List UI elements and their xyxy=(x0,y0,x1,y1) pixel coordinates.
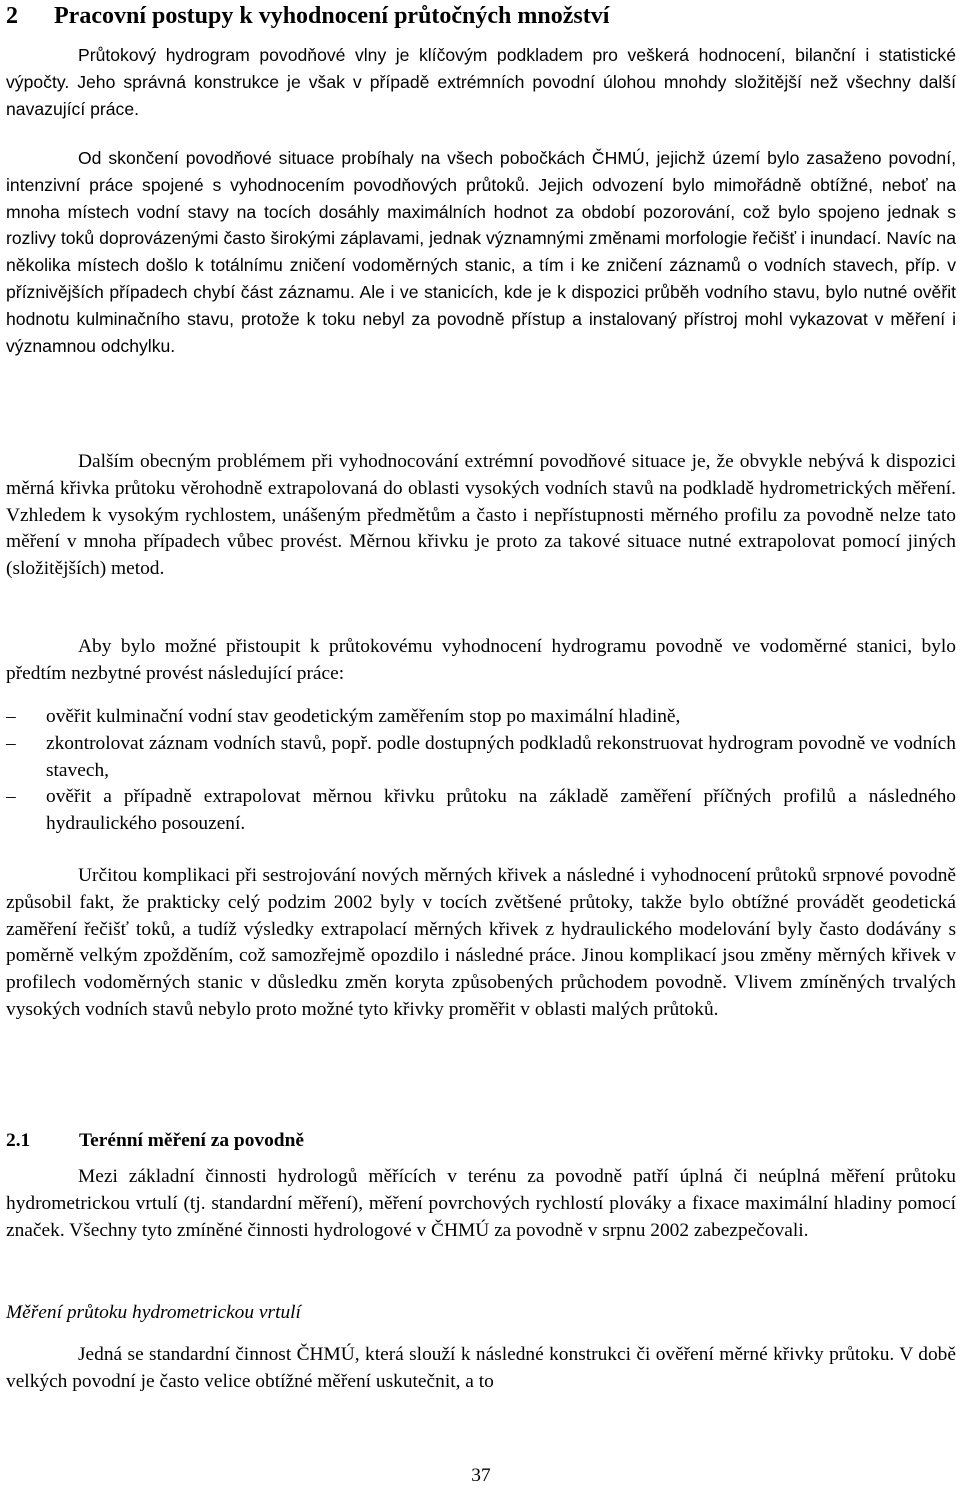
chapter-title: Pracovní postupy k vyhodnocení průtočných množství xyxy=(54,3,610,29)
paragraph-complications: Určitou komplikaci při sestrojování nových měrných křivek a následné i vyhodnocení průtoků srpnové povodně způsobil fakt, že prakticky celý podzim 2002 byly v tocích zvětšené průtoky, takže bylo obtížné provádět geodetická zaměření řečišť toků, a tudíž výsledky extrapolací měrných křivek z hydraulického modelování byly často dodávány s poměrně velkým zpožděním, což samozřejmě opozdilo i následné práce. Jinou komplikací jsou změny měrných křivek v profilech vodoměrných stanic v důsledku změn koryta způsobených průchodem povodně. Vlivem zmíněných trvalých vysokých vodních stavů nebylo proto možné tyto křivky proměřit v oblasti malých průtoků. xyxy=(6,865,956,1020)
paragraph-rating-curve: Dalším obecným problémem při vyhodnocování extrémní povodňové situace je, že obvykle nebývá k dispozici měrná křivka průtoku věrohodně extrapolovaná do oblasti vysokých vodních stavů na podkladě hydrometrických měření. Vzhledem k vysokým rychlostem, unášeným předmětům a často i nepřístupnosti měrného profilu za povodně nelze tato měření v mnoha případech vůbec provést. Měrnou křivku je proto za takové situace nutné extrapolovat pomocí jiných (složitějších) metod. xyxy=(6,451,956,580)
list-item xyxy=(6,784,956,838)
dash-marker: – xyxy=(6,732,16,754)
subsection-heading: Měření průtoku hydrometrickou vrtulí xyxy=(6,1302,301,1323)
list-item-text: ověřit kulminační vodní stav geodetickým zaměřením stop po maximální hladině, xyxy=(46,706,681,727)
section-title: Terénní měření za povodně xyxy=(79,1130,304,1151)
paragraph-field-measurements: Mezi základní činnosti hydrologů měřících v terénu za povodně patří úplná či neúplná měření průtoku hydrometrickou vrtulí (tj. standardní měření), měření povrchových rychlostí plováky a fixace maximální hladiny pomocí značek. Všechny tyto zmíněné činnosti hydrologové v ČHMÚ za povodně v srpnu 2002 zabezpečovali. xyxy=(6,1166,956,1241)
dash-marker: – xyxy=(6,786,16,808)
list-item xyxy=(6,704,956,731)
list-item xyxy=(6,731,956,785)
chapter-heading xyxy=(6,2,609,30)
paragraph-intro: Průtokový hydrogram povodňové vlny je klíčovým podkladem pro veškerá hodnocení, bilanční i statistické výpočty. Jeho správná konstrukce je však v případě extrémních povodní úlohou mnohdy složitější než všechny další navazující práce. xyxy=(6,45,956,119)
paragraph-procedure-intro: Aby bylo možné přistoupit k průtokovému vyhodnocení hydrogramu povodně ve vodoměrné stanici, bylo předtím nezbytné provést následující práce: xyxy=(6,636,956,684)
list-item-text: zkontrolovat záznam vodních stavů, popř. podle dostupných podkladů rekonstruovat hydrogram povodně ve vodních stavech, xyxy=(46,732,956,781)
page-number: 37 xyxy=(471,1465,491,1486)
dash-marker: – xyxy=(6,706,16,727)
procedure-list xyxy=(6,704,956,838)
section-heading xyxy=(6,1128,304,1154)
paragraph-current-meter: Jedná se standardní činnost ČHMÚ, která slouží k následné konstrukci či ověření měrné křivky průtoku. V době velkých povodní je často velice obtížné měření uskutečnit, a to xyxy=(6,1344,956,1392)
chapter-number: 2 xyxy=(6,3,18,29)
paragraph-flood-works: Od skončení povodňové situace probíhaly na všech pobočkách ČHMÚ, jejichž území bylo zasaženo povodní, intenzivní práce spojené s vyhodnocením povodňových průtoků. Jejich odvození bylo mimořádně obtížné, neboť na mnoha místech vodní stavy na tocích dosáhly maximálních hodnot za období pozorování, což bylo spojeno jednak s rozlivy toků doprovázenými často širokými záplavami, jednak významnými změnami morfologie řečišť i inundací. Navíc na několika místech došlo k totálnímu zničení vodoměrných stanic, a tím i ke zničení záznamů o vodních stavech, příp. v příznivějších případech chybí část záznamu. Ale i ve stanicích, kde je k dispozici průběh vodního stavu, bylo nutné ověřit hodnotu kulminačního stavu, protože k toku nebyl za povodně přístup a instalovaný přístroj mohl vykazovat v měření i významnou odchylku. xyxy=(6,148,956,356)
list-item-text: ověřit a případně extrapolovat měrnou křivku průtoku na základě zaměření příčných profilů a následného hydraulického posouzení. xyxy=(46,786,956,835)
section-number: 2.1 xyxy=(6,1130,31,1151)
